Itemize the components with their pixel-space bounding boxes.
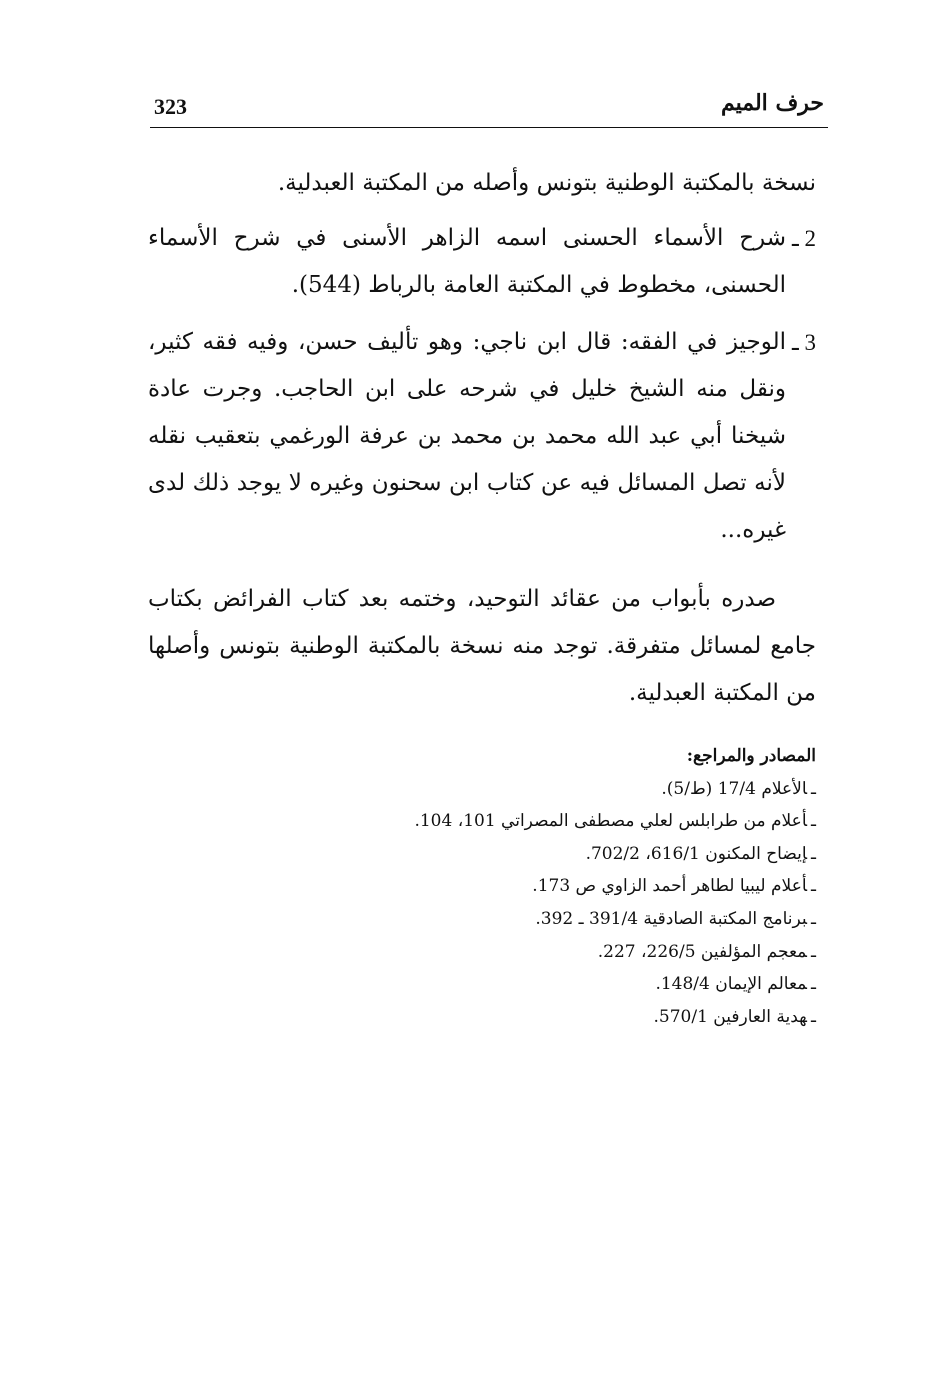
page-header: [150, 88, 828, 128]
source-dash: ـ: [811, 778, 816, 799]
source-text: معالم الإيمان 148/4.: [655, 974, 808, 995]
source-text: أعلام ليبيا لطاهر أحمد الزاوي ص 173.: [532, 876, 808, 897]
source-text: معجم المؤلفين 226/5، 227.: [597, 941, 808, 962]
list-item-number: 2 ـ: [792, 226, 816, 251]
continuation-paragraph: نسخة بالمكتبة الوطنية بتونس وأصله من المكتبة العبدلية.: [277, 170, 816, 196]
list-item: [148, 215, 816, 309]
source-text: هدية العارفين 570/1.: [653, 1006, 808, 1027]
list-item-text: شرح الأسماء الحسنى اسمه الزاهر الأسنى في شرح الأسماء الحسنى، مخطوط في المكتبة العامة بالرباط (544).: [148, 225, 786, 298]
source-item: [148, 936, 816, 969]
source-text: أعلام من طرابلس لعلي مصطفى المصراتي 101، 104.: [414, 811, 808, 832]
source-item: [148, 773, 816, 806]
sources-section: [148, 740, 816, 1033]
source-text: الأعلام 17/4 (ط/5).: [661, 778, 808, 799]
header-rule: [150, 127, 828, 128]
page-number: 323: [154, 94, 187, 119]
source-text: إيضاح المكنون 616/1، 702/2.: [585, 843, 808, 864]
source-dash: ـ: [811, 843, 816, 864]
source-item: [148, 870, 816, 903]
source-item: [148, 838, 816, 871]
source-dash: ـ: [811, 908, 816, 929]
list-item-number: 3 ـ: [792, 330, 816, 355]
list-item: [148, 319, 816, 554]
sources-heading: المصادر والمراجع:: [686, 746, 816, 766]
main-text: [148, 160, 816, 717]
source-item: [148, 903, 816, 936]
source-item: [148, 805, 816, 838]
source-text: برنامج المكتبة الصادقية 391/4 ـ 392.: [535, 908, 808, 929]
source-dash: ـ: [811, 941, 816, 962]
source-item: [148, 1001, 816, 1034]
source-item: [148, 968, 816, 1001]
source-dash: ـ: [811, 811, 816, 832]
list-item-text: الوجيز في الفقه: قال ابن ناجي: وهو تأليف حسن، وفيه فقه كثير، ونقل منه الشيخ خليل في شرحه على ابن الحاجب. وجرت عادة شيخنا أبي عبد الله محمد بن محمد بن عرفة الورغمي بتعقيب نقله لأنه تصل المسائل فيه عن كتاب ابن سحنون وغيره لا يوجد ذلك لدى غيره...: [148, 329, 786, 543]
closing-paragraph: صدره بأبواب من عقائد التوحيد، وختمه بعد كتاب الفرائض بكتاب جامع لمسائل متفرقة. توجد منه نسخة بالمكتبة الوطنية بتونس وأصلها من المكتبة العبدلية.: [148, 586, 817, 706]
running-head: حرف الميم: [720, 90, 824, 116]
source-dash: ـ: [811, 974, 816, 995]
source-dash: ـ: [811, 1006, 816, 1027]
source-dash: ـ: [811, 876, 816, 897]
sources-list: [148, 773, 816, 1034]
